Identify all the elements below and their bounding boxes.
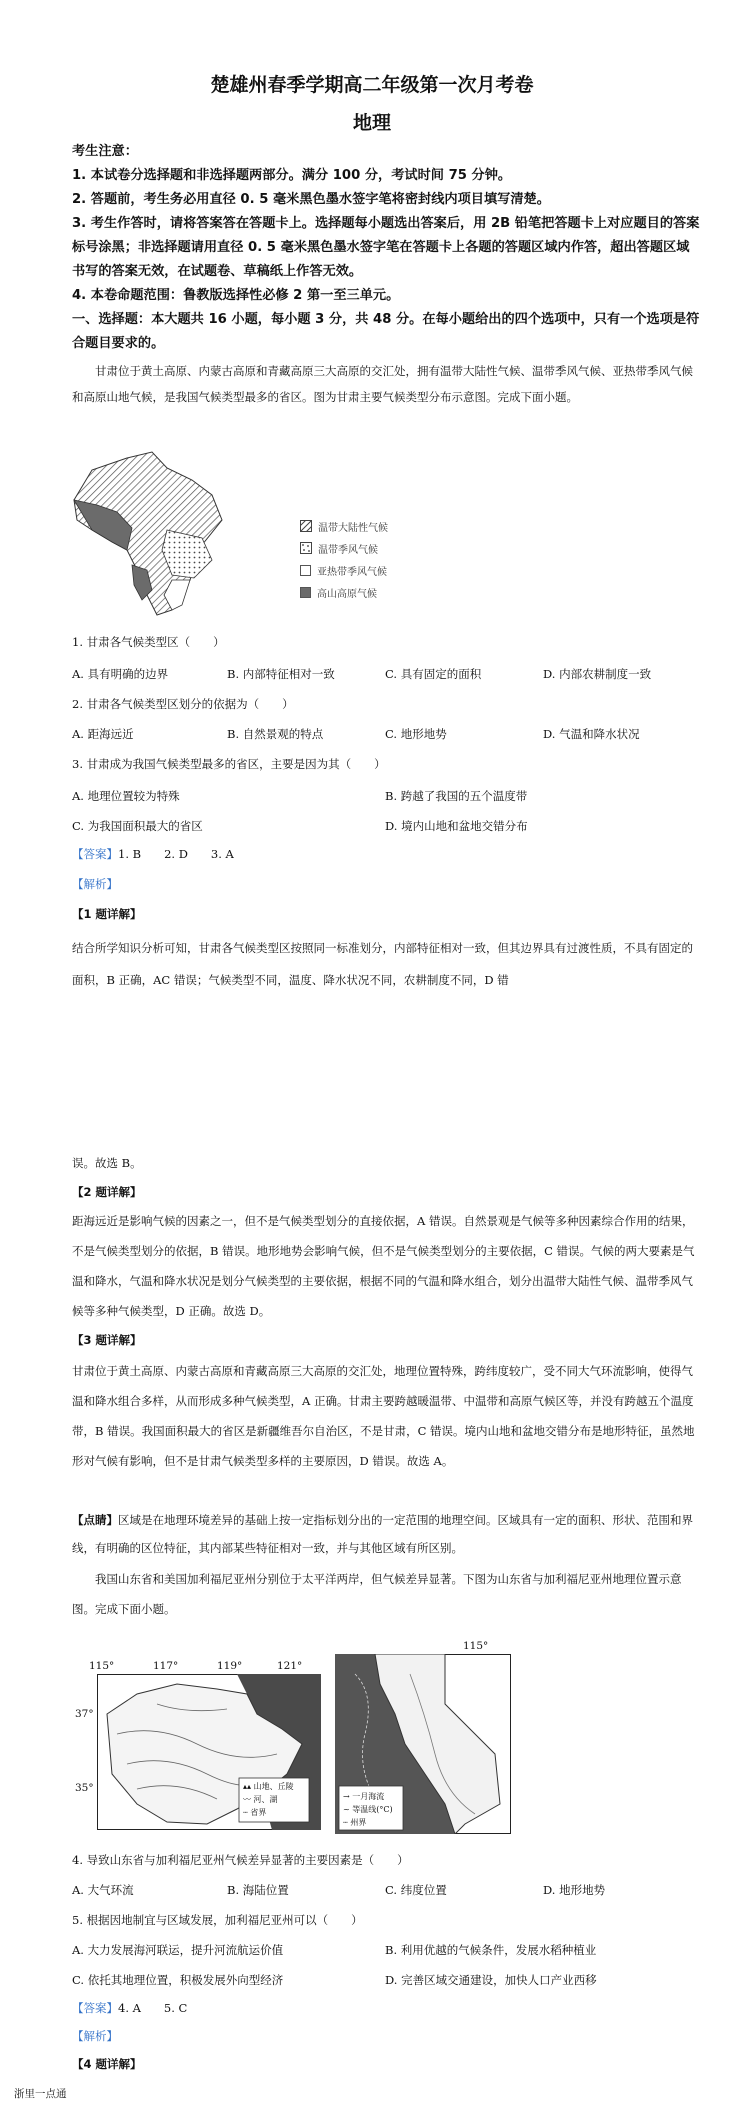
- question-4-stem: 4. 导致山东省与加利福尼亚州气候差异显著的主要因素是（ ）: [72, 1853, 409, 1867]
- section-heading: 一、选择题：本大题共 16 小题，每小题 3 分，共 48 分。在每小题给出的四个选项中，只有一个选项是符合题目要求的。: [72, 312, 700, 351]
- map1-legend: [300, 515, 388, 603]
- q3-option-a: A. 地理位置较为特殊: [72, 789, 180, 803]
- legend-label: 温带季风气候: [318, 544, 378, 556]
- shandong-map: [75, 1660, 325, 1832]
- tip-text: 区域是在地理环境差异的基础上按一定指标划分出的一定范围的地理空间。区域具有一定的面积、形状、范围和界线，有明确的区位特征，其内部某些特征相对一致，并与其他区域有所区别。: [72, 1513, 693, 1555]
- legend-label: 温带大陆性气候: [318, 522, 388, 534]
- subject-title: 地理: [352, 112, 391, 134]
- tip-label: 【点睛】: [72, 1513, 118, 1527]
- lon-label: 117°: [153, 1660, 179, 1672]
- q3-option-c: C. 为我国面积最大的省区: [72, 819, 203, 833]
- legend-river: 〰 河、湖: [243, 1795, 278, 1804]
- exam-title: 楚雄州春季学期高二年级第一次月考卷: [210, 74, 534, 96]
- notice-item-1: 1. 本试卷分选择题和非选择题两部分。满分 100 分，考试时间 75 分钟。: [72, 168, 512, 183]
- footer-watermark: 浙里一点通: [14, 2088, 67, 2100]
- legend-mountain: ▴▴ 山地、丘陵: [243, 1782, 294, 1791]
- california-map: [335, 1640, 511, 1834]
- detail-3-label: 【3 题详解】: [72, 1333, 142, 1347]
- california-legend: [343, 1790, 393, 1829]
- q2-option-d: D. 气温和降水状况: [543, 727, 640, 741]
- detail-2-label: 【2 题详解】: [72, 1185, 142, 1199]
- passage-1: 甘肃位于黄土高原、内蒙古高原和青藏高原三大高原的交汇处，拥有温带大陆性气候、温带季风气候、亚热带季风气候和高原山地气候，是我国气候类型最多的省区。图为甘肃主要气候类型分布示意图。完成下面小题。: [72, 364, 693, 404]
- detail-3-text: 甘肃位于黄土高原、内蒙古高原和青藏高原三大高原的交汇处，地理位置特殊，跨纬度较广，受不同大气环流影响，使得气温和降水组合多样，从而形成多种气候类型，A 正确。甘肃主要跨越暖温带、中温带和高原气候区等，并没有跨越五个温度带，B 错误。我国面积最大的省区是新疆维吾尔自治区，不是甘肃，C 错误。境内山地和盆地交错分布是地形特征，虽然地形对气候有影响，但不是甘肃气候类型多样的主要原因，D 错误。故选 A。: [72, 1364, 695, 1468]
- shandong-legend: [243, 1780, 294, 1819]
- question-1-stem: 1. 甘肃各气候类型区（ ）: [72, 635, 225, 649]
- q4-option-c: C. 纬度位置: [385, 1883, 447, 1897]
- lat-label: 35°: [75, 1782, 94, 1794]
- notice-heading: 考生注意：: [72, 144, 138, 159]
- legend-item-continental: [300, 515, 388, 537]
- lon-label: 115°: [89, 1660, 115, 1672]
- q3-option-d: D. 境内山地和盆地交错分布: [385, 819, 528, 833]
- question-3-stem: 3. 甘肃成为我国气候类型最多的省区，主要是因为其（ ）: [72, 757, 386, 771]
- passage-2: 我国山东省和美国加利福尼亚州分别位于太平洋两岸，但气候差异显著。下图为山东省与加利福尼亚州地理位置示意图。完成下面小题。: [72, 1572, 682, 1616]
- legend-current: → 一月海流: [343, 1792, 385, 1801]
- detail-1-text: 结合所学知识分析可知，甘肃各气候类型区按照同一标准划分，内部特征相对一致，但其边界具有过渡性质，不具有固定的面积，B 正确，AC 错误；气候类型不同，温度、降水状况不同，农耕制度不同，D 错: [72, 941, 693, 987]
- legend-state-boundary: ┄ 州界: [343, 1818, 367, 1827]
- notice-item-3: 3. 考生作答时，请将答案答在答题卡上。选择题每小题选出答案后，用 2B 铅笔把答题卡上对应题目的答案标号涂黑；非选择题请用直径 0. 5 毫米黑色墨水签字笔在答题卡上各题的答题区域内作答，超出答题区域书写的答案无效，在试题卷、草稿纸上作答无效。: [72, 216, 700, 279]
- question-5-stem: 5. 根据因地制宜与区域发展，加利福尼亚州可以（ ）: [72, 1913, 363, 1927]
- detail-1-label: 【1 题详解】: [72, 907, 142, 921]
- q2-option-c: C. 地形地势: [385, 727, 447, 741]
- lon-label: 121°: [277, 1660, 303, 1672]
- detail-4-label: 【4 题详解】: [72, 2057, 142, 2071]
- legend-item-subtropical: [300, 559, 388, 581]
- lat-label: 37°: [75, 1708, 94, 1720]
- q4-option-d: D. 地形地势: [543, 1883, 606, 1897]
- q1-option-d: D. 内部农耕制度一致: [543, 667, 652, 681]
- q1-option-b: B. 内部特征相对一致: [227, 667, 335, 681]
- answer-text: 4. A 5. C: [118, 2001, 188, 2015]
- grey-swatch-icon: [300, 587, 311, 598]
- white-swatch-icon: [300, 565, 311, 576]
- detail-2-text: 距海远近是影响气候的因素之一，但不是气候类型划分的直接依据，A 错误。自然景观是气候等多种因素综合作用的结果，不是气候类型划分的依据，B 错误。地形地势会影响气候，但不是气候类型划分的主要依据，C 错误。气候的两大要素是气温和降水，气温和降水状况是划分气候类型的主要依据，根据不同的气温和降水组合，划分出温带大陆性气候、温带季风气候等多种气候类型，D 正确。故选 D。: [72, 1214, 695, 1318]
- q4-option-b: B. 海陆位置: [227, 1883, 289, 1897]
- notice-item-4: 4. 本卷命题范围：鲁教版选择性必修 2 第一至三单元。: [72, 288, 400, 303]
- gansu-climate-map: [72, 450, 252, 620]
- answer-1: [72, 846, 234, 862]
- q5-option-c: C. 依托其地理位置，积极发展外向型经济: [72, 1973, 284, 1987]
- lon-label: 119°: [217, 1660, 243, 1672]
- q3-option-b: B. 跨越了我国的五个温度带: [385, 789, 528, 803]
- answer-2: [72, 2000, 187, 2016]
- legend-item-monsoon: [300, 537, 388, 559]
- lon-label: 115°: [463, 1640, 489, 1652]
- q1-option-c: C. 具有固定的面积: [385, 667, 482, 681]
- notice-item-2: 2. 答题前，考生务必用直径 0. 5 毫米黑色墨水签字笔将密封线内项目填写清楚。: [72, 192, 550, 207]
- q2-option-b: B. 自然景观的特点: [227, 727, 324, 741]
- q5-option-a: A. 大力发展海河联运，提升河流航运价值: [72, 1943, 284, 1957]
- q4-option-a: A. 大气环流: [72, 1883, 134, 1897]
- legend-label: 高山高原气候: [317, 588, 377, 600]
- answer-label: 【答案】: [72, 2001, 118, 2015]
- hatch-swatch-icon: [300, 520, 312, 532]
- dots-swatch-icon: [300, 542, 312, 554]
- notice-block: [72, 140, 702, 356]
- legend-label: 亚热带季风气候: [317, 566, 387, 578]
- analysis-label-1: 【解析】: [72, 877, 118, 891]
- gansu-map-graphic: [72, 450, 252, 620]
- q1-option-a: A. 具有明确的边界: [72, 667, 169, 681]
- analysis-label-2: 【解析】: [72, 2029, 118, 2043]
- q2-option-a: A. 距海远近: [72, 727, 134, 741]
- answer-text: 1. B 2. D 3. A: [118, 847, 234, 861]
- answer-label: 【答案】: [72, 847, 118, 861]
- tip-block: [72, 1506, 697, 1562]
- question-2-stem: 2. 甘肃各气候类型区划分的依据为（ ）: [72, 697, 294, 711]
- legend-isotherm: ~ 等温线(°C): [343, 1805, 393, 1814]
- q5-option-b: B. 利用优越的气候条件，发展水稻种植业: [385, 1943, 597, 1957]
- legend-boundary: ┄ 省界: [243, 1808, 267, 1817]
- q5-option-d: D. 完善区域交通建设，加快人口产业西移: [385, 1973, 597, 1987]
- legend-item-plateau: [300, 581, 388, 603]
- detail-1-tail: 误。故选 B。: [72, 1156, 142, 1170]
